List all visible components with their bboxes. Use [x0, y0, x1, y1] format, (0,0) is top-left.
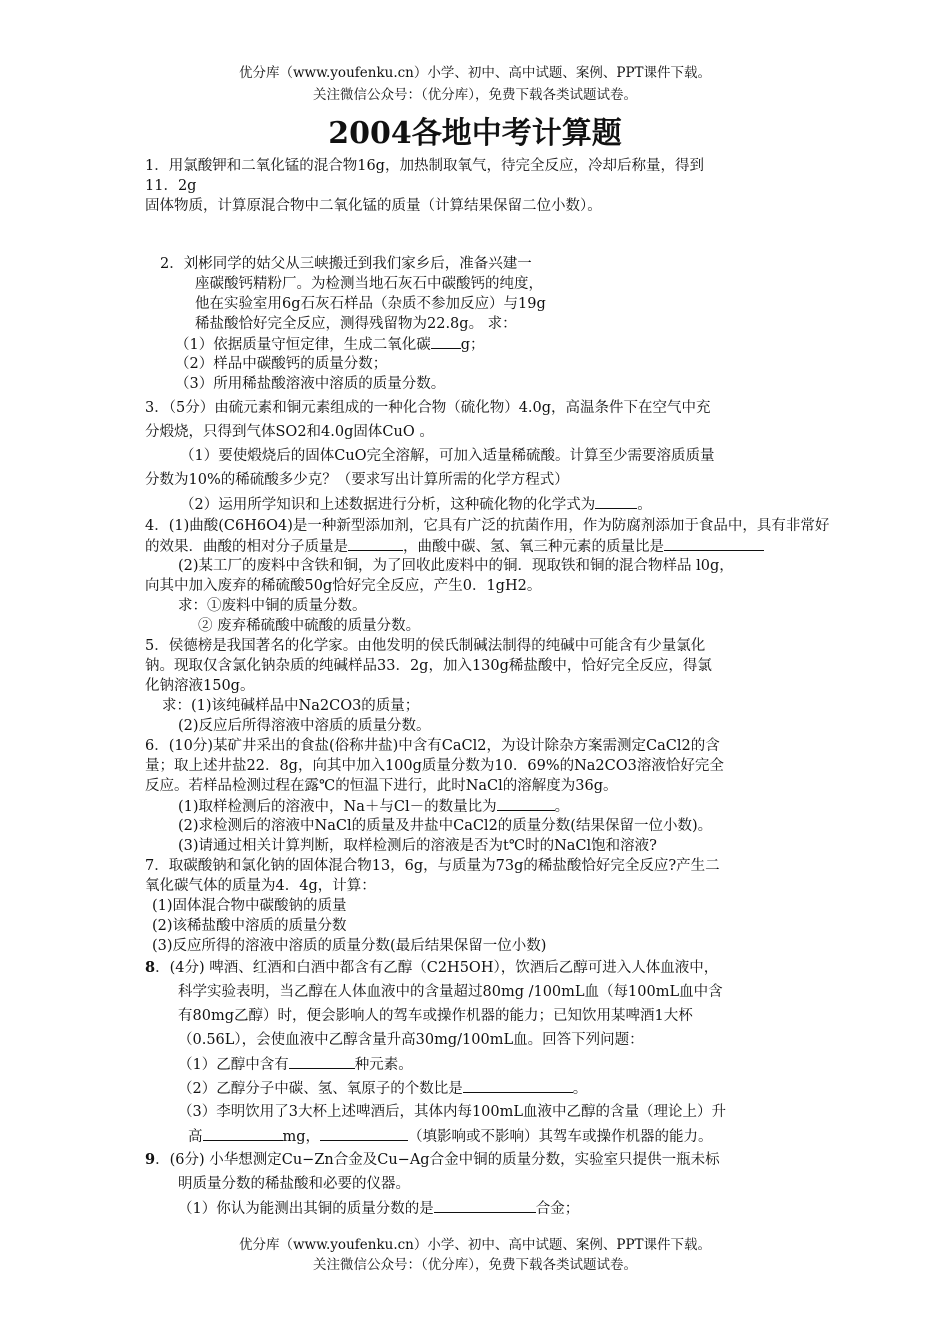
q3-line-3: （1）要使煅烧后的固体CuO完全溶解，可加入适量稀硫酸。计算至少需要溶质质量 [180, 448, 715, 464]
answer-blank [348, 536, 403, 551]
answer-blank [664, 536, 764, 551]
answer-blank [497, 796, 555, 811]
q3-line-1: 3．（5分）由硫元素和铜元素组成的一种化合物（硫化物）4.0g，高温条件下在空气中充 [145, 400, 711, 416]
footer-line-1: 优分库（www.youfenku.cn）小学、初中、高中试题、案例、PPT课件下载。 [238, 1237, 712, 1253]
q1-line-3: 固体物质，计算原混合物中二氧化锰的质量（计算结果保留二位小数）。 [145, 198, 602, 214]
q8-line-5 [178, 1054, 413, 1075]
q2-line-5-suffix: g； [460, 337, 485, 353]
q2-line-1: 2．刘彬同学的姑父从三峡搬迁到我们家乡后，准备兴建一 [160, 256, 532, 272]
q9-number: 9 [145, 1151, 156, 1168]
answer-blank [289, 1054, 355, 1069]
q8-line-4: （0.56L），会使血液中乙醇含量升高30mg/100mL血。回答下列问题： [178, 1032, 644, 1048]
q2-line-4: 稀盐酸恰好完全反应，测得残留物为22.8g。 求： [195, 316, 517, 332]
q8-line-6-suffix: 。 [572, 1081, 588, 1097]
q9-line-1 [145, 1150, 720, 1170]
q8-line-1-text: ．(4分) 啤酒、红酒和白酒中都含有乙醇（C2H5OH），饮酒后乙醇可进入人体血液中， [155, 960, 719, 976]
answer-blank [434, 1198, 536, 1213]
q7-line-2: 氧化碳气体的质量为4．4g，计算： [145, 878, 376, 894]
q8-line-6 [178, 1078, 587, 1099]
q2-line-6: （2）样品中碳酸钙的质量分数； [175, 356, 388, 372]
q3-line-5-text: （2）运用所学知识和上述数据进行分析，这种硫化物的化学式为 [180, 497, 596, 513]
q4-line-3: (2)某工厂的废料中含铁和铜，为了回收此废料中的铜．现取铁和铜的混合物样品 l0g， [178, 558, 734, 574]
q8-line-6-text: （2）乙醇分子中碳、氢、氧原子的个数比是 [178, 1081, 463, 1097]
q8-line-1 [145, 958, 718, 978]
q4-line-5: 求：①废料中铜的质量分数。 [178, 598, 367, 614]
q8-line-5-suffix: 种元素。 [354, 1057, 413, 1073]
q3-line-2: 分煅烧，只得到气体SO2和4.0g固体CuO 。 [145, 424, 434, 440]
q9-line-2: 明质量分数的稀盐酸和必要的仪器。 [178, 1176, 410, 1192]
q6-line-2: 量；取上述井盐22．8g，向其中加入100g质量分数为10．69%的Na2CO3溶液恰好完全 [145, 758, 724, 774]
answer-blank [463, 1078, 573, 1093]
q8-line-8-text-b: mg， [282, 1129, 321, 1145]
q1-line-2: 11．2g [145, 178, 197, 194]
q4-line-2 [145, 536, 764, 557]
q4-line-2-text: 的效果．曲酸的相对分子质量是 [145, 539, 348, 555]
q4-line-4: 向其中加入废弃的稀硫酸50g恰好完全反应，产生0．1gH2。 [145, 578, 542, 594]
q2-line-2: 座碳酸钙精粉厂。为检测当地石灰石中碳酸钙的纯度， [195, 276, 543, 292]
q3-line-5 [180, 494, 652, 515]
q4-line-1: 4．(1)曲酸(C6H6O4)是一种新型添加剂，它具有广泛的抗菌作用，作为防腐剂添加于食品中，具有非常好 [145, 518, 830, 534]
answer-blank [320, 1126, 408, 1141]
q8-line-8-text: 高 [188, 1129, 203, 1145]
q4-line-6: ② 废弃稀硫酸中硫酸的质量分数。 [198, 618, 421, 634]
q6-line-6: (3)请通过相关计算判断，取样检测后的溶液是否为t℃时的NaCl饱和溶液? [178, 838, 657, 854]
q9-line-3 [178, 1198, 579, 1219]
q8-line-3: 有80mg乙醇）时，便会影响人的驾车或操作机器的能力；已知饮用某啤酒1大杯 [178, 1008, 693, 1024]
q3-line-5-suffix: 。 [637, 497, 652, 513]
q8-line-8-text-c: （填影响或不影响）其驾车或操作机器的能力。 [408, 1129, 713, 1145]
q7-line-1: 7．取碳酸钠和氯化钠的固体混合物13，6g，与质量为73g的稀盐酸恰好完全反应?产生二 [145, 858, 720, 874]
q2-line-3: 他在实验室用6g石灰石样品（杂质不参加反应）与19g [195, 296, 546, 312]
answer-blank [203, 1126, 283, 1141]
q5-line-1: 5．侯德榜是我国著名的化学家。由他发明的侯氏制碱法制得的纯碱中可能含有少量氯化 [145, 638, 706, 654]
document-title: 2004各地中考计算题 [328, 116, 622, 151]
q5-line-2: 钠。现取仅含氯化钠杂质的纯碱样品33．2g，加入130g稀盐酸中，恰好完全反应，得氯 [145, 658, 712, 674]
header-line-2: 关注微信公众号：（优分库），免费下载各类试题试卷。 [313, 87, 637, 103]
q2-line-7: （3）所用稀盐酸溶液中溶质的质量分数。 [175, 376, 446, 392]
q9-line-3-suffix: 合金； [535, 1201, 580, 1217]
q6-line-3: 反应。若样品检测过程在露℃的恒温下进行，此时NaCl的溶解度为36g。 [145, 778, 618, 794]
q2-line-5-text: （1）依据质量守恒定律，生成二氧化碳 [175, 337, 431, 353]
q6-line-1: 6．(10分)某矿井采出的食盐(俗称井盐)中含有CaCl2，为设计除杂方案需测定CaCl2的含 [145, 738, 720, 754]
q7-line-5: (3)反应所得的溶液中溶质的质量分数(最后结果保留一位小数) [152, 938, 547, 954]
q6-line-4-suffix: 。 [554, 799, 570, 815]
q5-line-3: 化钠溶液150g。 [145, 678, 255, 694]
q8-line-5-text: （1）乙醇中含有 [178, 1057, 289, 1073]
footer-line-2: 关注微信公众号：（优分库），免费下载各类试题试卷。 [313, 1257, 637, 1273]
q3-line-4: 分数为10%的稀硫酸多少克？（要求写出计算所需的化学方程式） [145, 472, 569, 488]
q6-line-5: (2)求检测后的溶液中NaCl的质量及井盐中CaCl2的质量分数(结果保留一位小数)。 [178, 818, 713, 834]
q8-line-8 [188, 1126, 713, 1147]
q7-line-4: (2)该稀盐酸中溶质的质量分数 [152, 918, 347, 934]
q9-line-1-text: ．(6分) 小华想测定Cu−Zn合金及Cu−Ag合金中铜的质量分数，实验室只提供一瓶未标 [155, 1152, 720, 1168]
q8-line-7: （3）李明饮用了3大杯上述啤酒后，其体内每100mL血液中乙醇的含量（理论上）升 [178, 1104, 727, 1120]
answer-blank [595, 494, 637, 509]
q2-line-5 [175, 334, 485, 355]
answer-blank [431, 334, 461, 349]
q6-line-4-text: (1)取样检测后的溶液中，Na＋与Cl－的数量比为 [178, 799, 497, 815]
q6-line-4 [178, 796, 569, 817]
q8-line-2: 科学实验表明，当乙醇在人体血液中的含量超过80mg /100mL血（每100mL血中含 [178, 984, 723, 1000]
q7-line-3: (1)固体混合物中碳酸钠的质量 [152, 898, 347, 914]
q4-line-2-text-b: ，曲酸中碳、氢、氧三种元素的质量比是 [403, 539, 664, 555]
q8-number: 8 [145, 959, 156, 976]
q1-line-1: 1．用氯酸钾和二氧化锰的混合物16g，加热制取氧气，待完全反应，冷却后称量，得到 [145, 158, 704, 174]
q5-line-4: 求：(1)该纯碱样品中Na2CO3的质量； [162, 698, 420, 714]
q5-line-5: (2)反应后所得溶液中溶质的质量分数。 [178, 718, 431, 734]
q9-line-3-text: （1）你认为能测出其铜的质量分数的是 [178, 1201, 434, 1217]
header-line-1: 优分库（www.youfenku.cn）小学、初中、高中试题、案例、PPT课件下载。 [238, 65, 712, 81]
